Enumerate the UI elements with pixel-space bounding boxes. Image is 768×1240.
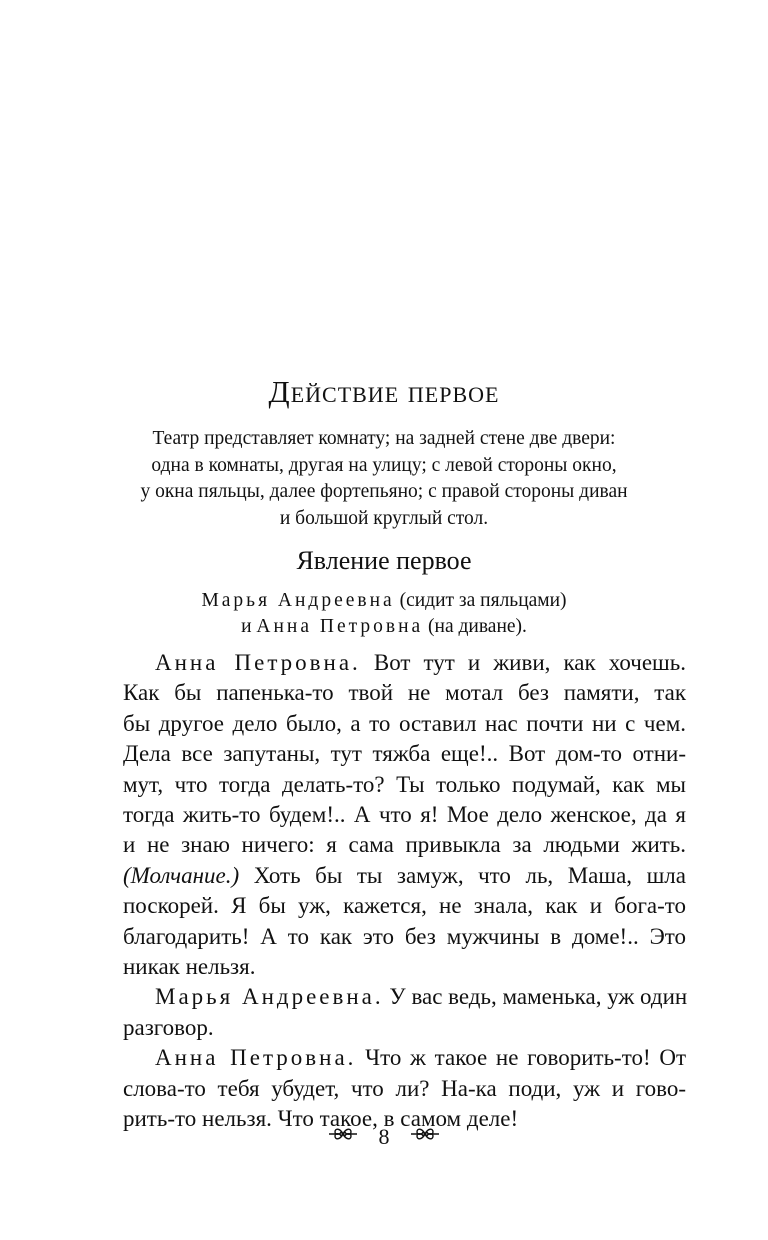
dialogue-line: поскорей. Я бы уж, кажется, не знала, как и бога-то	[123, 893, 686, 919]
stage-direction-line: одна в комнаты, другая на улицу; с левой стороны окно,	[151, 454, 617, 476]
scene-title: Явление первое	[296, 546, 472, 575]
dialogue-line: разговор.	[123, 1014, 214, 1040]
dialogue-line: и не знаю ничего: я сама привыкла за людьми жить.	[123, 832, 686, 858]
character-line	[0, 588, 768, 614]
dialogue-line: рить-то нельзя. Что такое, в самом деле!	[123, 1106, 519, 1132]
dialogue-body	[123, 648, 686, 1135]
characters-list	[0, 588, 768, 640]
speaker-name: Марья Андреевна.	[155, 984, 384, 1010]
dialogue-line: слова-то тебя убудет, что ли? На-ка поди, уж и гово-	[123, 1075, 686, 1101]
dialogue-line: бы другое дело было, а то оставил нас почти ни с чем.	[123, 710, 686, 736]
character-name: Марья Андреевна	[201, 590, 395, 611]
dialogue-line: Как бы папенька-то твой не мотал без памяти, так	[123, 680, 686, 706]
character-conjunction: и	[241, 616, 257, 637]
speech-text: Вот тут и живи, как хочешь.	[360, 650, 687, 675]
stage-direction	[0, 426, 768, 532]
character-note: (сидит за пяльцами)	[394, 590, 567, 611]
dialogue-line	[123, 648, 686, 678]
dialogue-line	[123, 1043, 686, 1073]
dialogue-line: мут, что тогда делать-то? Ты только подумай, как мы	[123, 771, 686, 797]
dialogue-line: Дела все запутаны, тут тяжба еще!.. Вот дом-то отни-	[123, 741, 686, 767]
speech-text: У вас ведь, маменька, уж один	[383, 984, 688, 1010]
page-footer	[0, 1120, 768, 1152]
speaker-name: Анна Петровна.	[155, 650, 361, 675]
stage-direction-line: Театр представляет комнату; на задней стене две двери:	[152, 428, 616, 449]
dialogue-line: тогда жить-то будем!.. А что я! Мое дело женское, да я	[123, 802, 686, 828]
character-note: (на диване).	[423, 616, 527, 637]
dialogue-line: никак нельзя.	[123, 954, 256, 980]
page-number: 8	[378, 1123, 390, 1149]
act-title: Действие первое	[268, 374, 500, 409]
character-line	[0, 614, 768, 640]
dialogue-line	[123, 982, 686, 1012]
dialogue-line: благодарить! А то как это без мужчины в доме!.. Это	[123, 923, 686, 949]
speech-text: Что ж такое не говорить-то! От	[356, 1045, 687, 1071]
stage-direction-line: у окна пяльцы, далее фортепьяно; с правой стороны диван	[140, 481, 628, 502]
dialogue-line	[123, 861, 686, 891]
flourish-right-icon	[409, 1122, 441, 1152]
speech-text: Хоть бы ты замуж, что ль, Маша, шла	[239, 862, 686, 888]
speaker-name: Анна Петровна.	[155, 1045, 357, 1071]
stage-direction-line: и большой круглый стол.	[279, 507, 489, 529]
stage-remark: (Молчание.)	[123, 862, 240, 888]
character-name: Анна Петровна	[256, 616, 424, 637]
flourish-left-icon	[327, 1122, 359, 1152]
